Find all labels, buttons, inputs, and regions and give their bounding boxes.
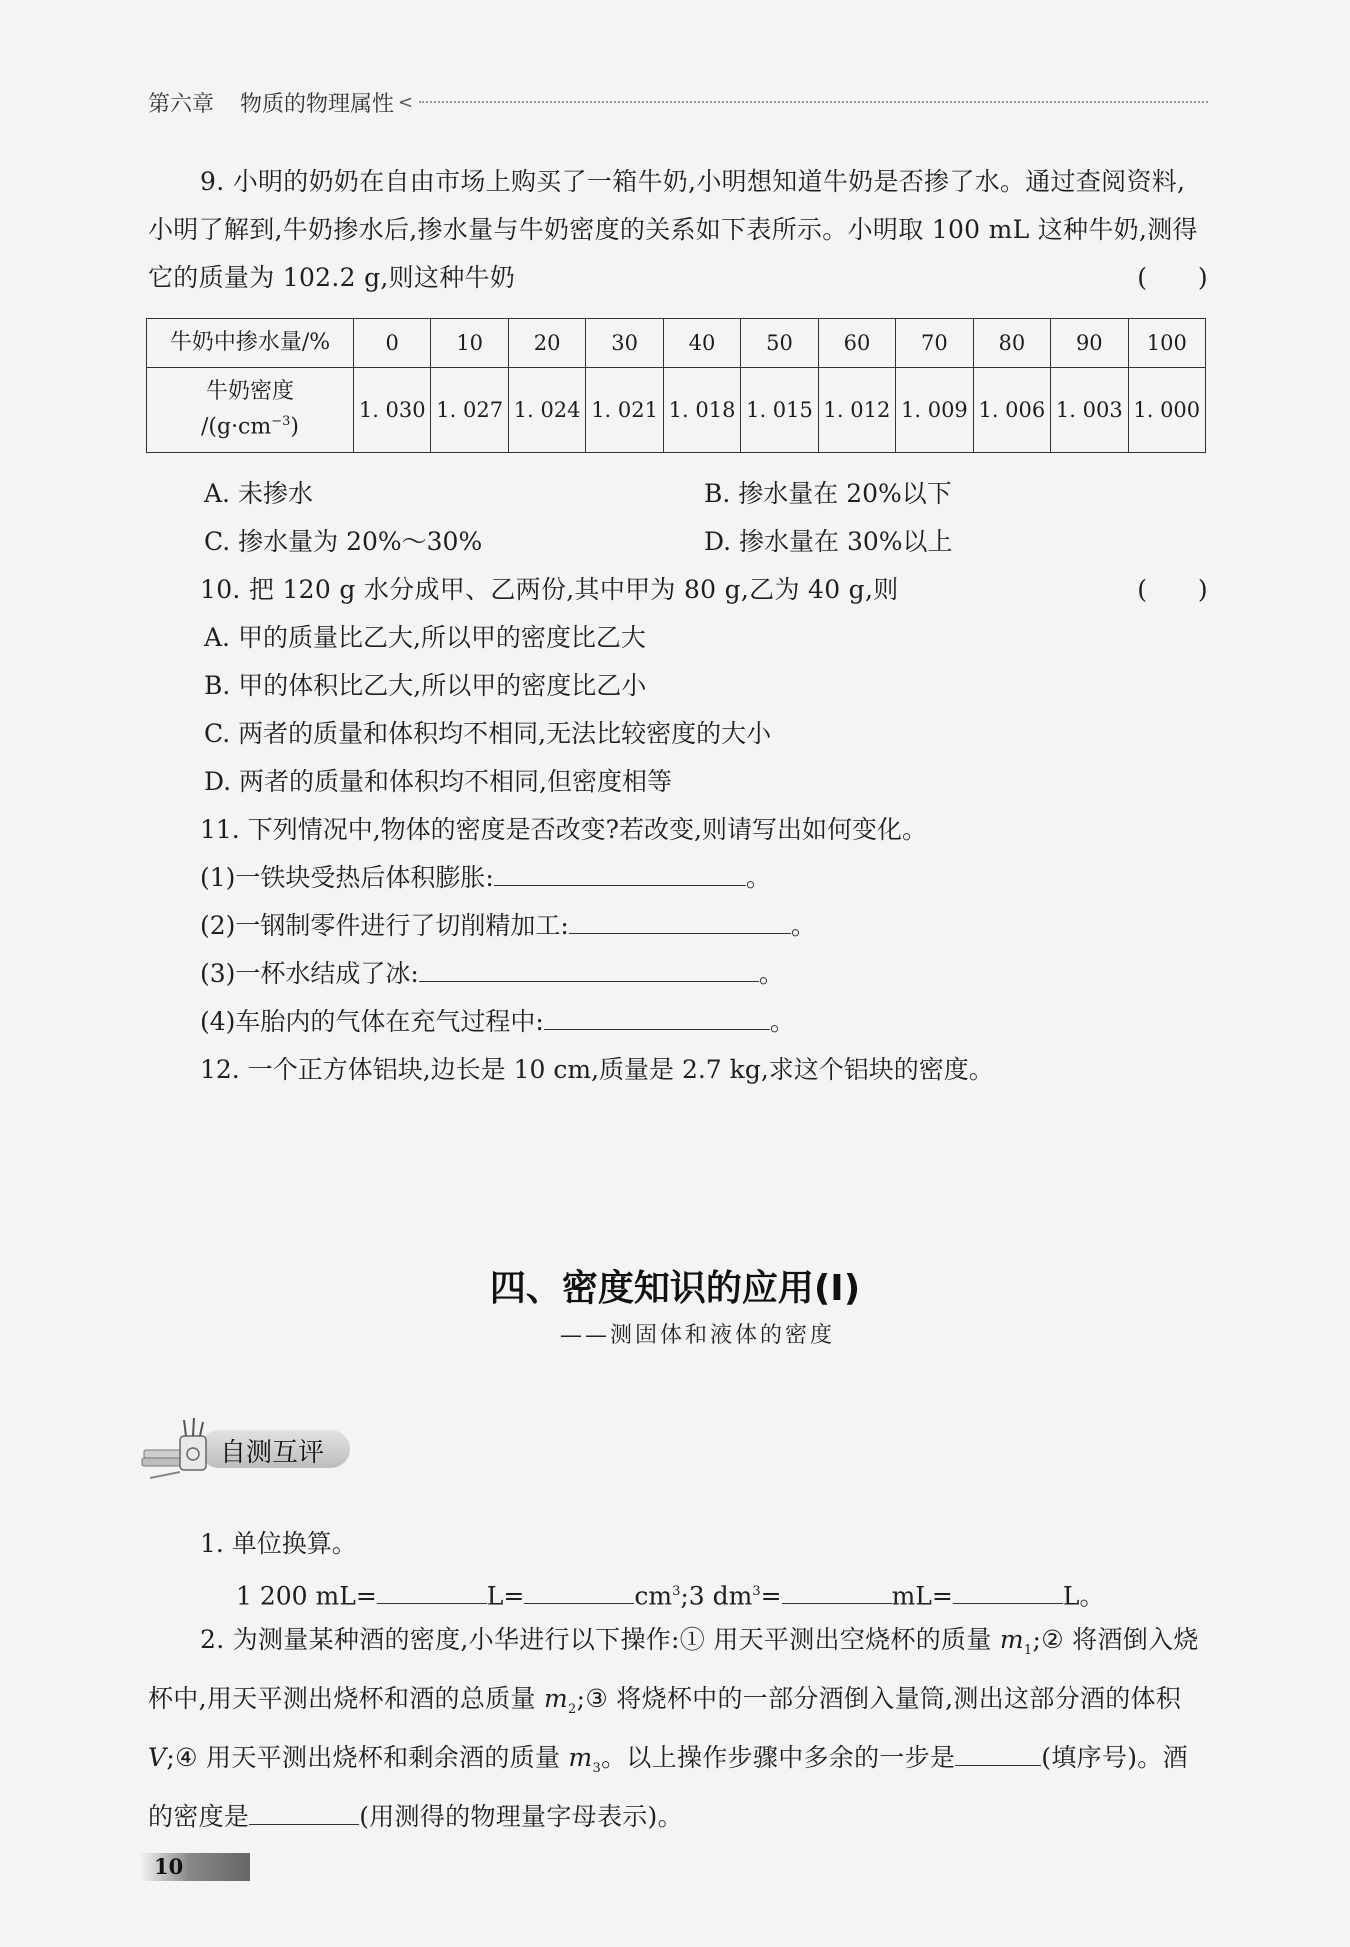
- q11-item-2: (2)一钢制零件进行了切削精加工: 。: [200, 902, 816, 950]
- option-c[interactable]: C. 掺水量为 20%～30%: [204, 527, 483, 556]
- table-cell: 70: [896, 319, 973, 368]
- answer-blank[interactable]: [569, 903, 791, 934]
- answer-blank[interactable]: [782, 1573, 892, 1604]
- question-9-text: 9. 小明的奶奶在自由市场上购买了一箱牛奶,小明想知道牛奶是否掺了水。通过查阅资料,小明了解到,牛奶掺水后,掺水量与牛奶密度的关系如下表所示。小明取 100 mL 这种牛奶,测得它的质量为 102.2 g,则这种牛奶: [148, 167, 1198, 292]
- q11-item-4: (4)车胎内的气体在充气过程中: 。: [200, 998, 795, 1046]
- section-title: 四、密度知识的应用(Ⅰ): [489, 1268, 861, 1309]
- answer-paren: ( ): [1137, 575, 1208, 604]
- question-11-text: 11. 下列情况中,物体的密度是否改变?若改变,则请写出如何变化。: [200, 815, 928, 844]
- table-cell: 20: [508, 319, 585, 368]
- table-cell: 30: [586, 319, 663, 368]
- table-cell: 1. 003: [1051, 368, 1128, 453]
- answer-blank[interactable]: [524, 1573, 634, 1604]
- page-number-tab: [140, 1853, 250, 1881]
- page-number: 10: [154, 1854, 184, 1879]
- question-10-text: 10. 把 120 g 水分成甲、乙两份,其中甲为 80 g,乙为 40 g,则: [200, 575, 899, 604]
- answer-blank[interactable]: [544, 999, 770, 1030]
- books-pencils-icon: [140, 1416, 220, 1480]
- option-c[interactable]: C. 两者的质量和体积均不相同,无法比较密度的大小: [204, 719, 772, 748]
- table-cell: 1. 006: [973, 368, 1050, 453]
- self-test-badge: [140, 1416, 360, 1480]
- answer-blank[interactable]: [955, 1735, 1041, 1766]
- wine-density-question: 2. 为测量某种酒的密度,小华进行以下操作:① 用天平测出空烧杯的质量 $m_1;②$ 将酒倒入烧杯中,用天平测出烧杯和酒的总质量 $m_2;③$ 将烧杯中的一部分酒倒入量筒,测出这部分酒的体积 V;④ 用天平测出烧杯和剩余酒的质量 $m_3$。以上操作步骤中多余的一步是 (填序号)。酒的密度是 (用测得的物理量字母表示)。: [148, 1625, 1199, 1831]
- q11-item-3: (3)一杯水结成了冰: 。: [200, 950, 784, 998]
- table-header-cell: 牛奶中掺水量/%: [147, 319, 354, 368]
- answer-blank[interactable]: [419, 951, 759, 982]
- page-header: [148, 84, 1208, 120]
- answer-blank[interactable]: [953, 1573, 1063, 1604]
- q11-item-1: (1)一铁块受热后体积膨胀: 。: [200, 854, 771, 902]
- option-d[interactable]: D. 掺水量在 30%以上: [704, 527, 953, 556]
- option-b[interactable]: B. 掺水量在 20%以下: [704, 479, 952, 508]
- table-cell: 100: [1128, 319, 1205, 368]
- answer-blank[interactable]: [249, 1794, 359, 1825]
- table-cell: 1. 027: [431, 368, 508, 453]
- table-header-cell: [147, 368, 354, 453]
- table-row: [147, 319, 1206, 368]
- table-cell: 1. 012: [818, 368, 895, 453]
- table-cell: 1. 021: [586, 368, 663, 453]
- option-d[interactable]: D. 两者的质量和体积均不相同,但密度相等: [204, 767, 672, 796]
- question-10: [148, 566, 1208, 614]
- option-a[interactable]: A. 未掺水: [204, 479, 313, 508]
- answer-blank[interactable]: [377, 1573, 487, 1604]
- table-cell: 80: [973, 319, 1050, 368]
- table-cell: 10: [431, 319, 508, 368]
- table-cell: 60: [818, 319, 895, 368]
- table-cell: 1. 000: [1128, 368, 1205, 453]
- chapter-title: 物质的物理属性: [240, 91, 395, 117]
- table-cell: 40: [663, 319, 740, 368]
- section-subtitle: ——测固体和液体的密度: [560, 1323, 836, 1348]
- question-12-text: 12. 一个正方体铝块,边长是 10 cm,质量是 2.7 kg,求这个铝块的密度。: [200, 1055, 994, 1084]
- table-cell: 1. 030: [354, 368, 431, 453]
- table-cell: 1. 009: [896, 368, 973, 453]
- table-cell: 0: [354, 319, 431, 368]
- answer-blank[interactable]: [494, 855, 746, 886]
- table-cell: 50: [741, 319, 818, 368]
- answer-paren: ( ): [1137, 263, 1208, 292]
- table-cell: 1. 018: [663, 368, 740, 453]
- chapter-label: 第六章: [148, 91, 215, 117]
- option-a[interactable]: A. 甲的质量比乙大,所以甲的密度比乙大: [204, 623, 646, 652]
- unit-conversion-line: 1 200 $mL= L= cm^3;3$ $dm^3= mL= L$。: [236, 1568, 1104, 1620]
- unit-conversion-title: 1. 单位换算。: [200, 1529, 357, 1558]
- table-cell: 1. 015: [741, 368, 818, 453]
- header-dotted-rule: [419, 101, 1208, 103]
- badge-label: 自测互评: [220, 1438, 325, 1468]
- table-row: [147, 368, 1206, 453]
- density-header-line1: 牛奶密度: [205, 379, 294, 405]
- table-cell: 90: [1051, 319, 1128, 368]
- density-header-line2: $/(g\cdot cm^{-3})$: [200, 414, 300, 440]
- question-9: [148, 158, 1208, 302]
- milk-density-table: [146, 318, 1206, 453]
- table-cell: 1. 024: [508, 368, 585, 453]
- option-b[interactable]: B. 甲的体积比乙大,所以甲的密度比乙小: [204, 671, 647, 700]
- header-arrow-icon: <: [398, 91, 414, 113]
